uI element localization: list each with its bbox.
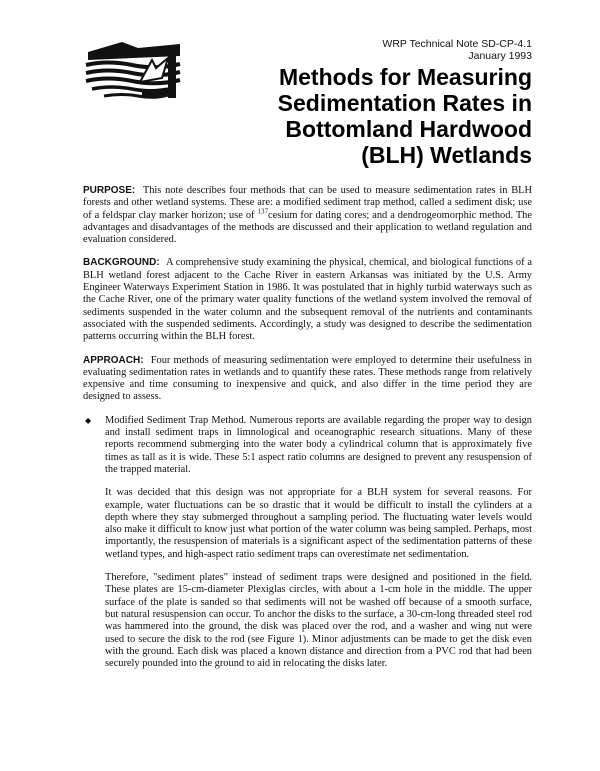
- note-header: [382, 38, 532, 62]
- approach-paragraph: [83, 355, 532, 404]
- purpose-heading: PURPOSE:: [83, 185, 136, 196]
- title-line-3: Bottomland Hardwood: [285, 116, 532, 142]
- note-date: January 1993: [468, 50, 532, 62]
- title-line-2: Sedimentation Rates in: [277, 90, 532, 116]
- method-1-block: [83, 415, 532, 671]
- document-body: [83, 185, 532, 681]
- method-1-paragraph-2: It was decided that this design was not appropriate for a BLH system for several reasons. For example, water fluctuations can be so drastic that it would be difficult to install the cylinders at a depth where they stay submerged throughout a sampling period. The fluctuating water levels would also make it difficult to know just what portion of the water column was being sampled. Perhaps, most importantly, the resuspension of materials is a significant aspect of the sedimentation patterns of these wetland types, and high-aspect ratio sediment traps can overestimate net sedimentation.: [105, 487, 532, 560]
- background-text: A comprehensive study examining the physical, chemical, and biological functions of a BLH wetland forest adjacent to the Cache River in eastern Arkansas was initiated by the U.S. Army Engineer Waterways Experiment Station in 1986. It was postulated that in highly turbid waterways such as the Cache River, one of the primary water quality functions of the wetland system involved the removal of sediments suspended in the water column and the subsequent removal of the nutrients and contaminants associated with the suspended sediments. Accordingly, a study was designed to describe the sedimentation patterns occurring within the BLH forest.: [83, 257, 532, 343]
- purpose-text-b: cesium for dating cores; and a dendrogeomorphic method. The advantages and disadvantages of the methods are discussed and their application to wetland regulation and evaluation considered.: [83, 209, 532, 246]
- background-paragraph: [83, 257, 532, 343]
- page-title: [212, 64, 532, 168]
- method-1-paragraph-1: Modified Sediment Trap Method. Numerous reports are available regarding the proper way to design and install sediment traps in limnological and oceanographic research situations. Many of these reports recommend submerging into the water body a cylindrical column that is approximately five times as tall as it is wide. These 5:1 aspect ratio columns are designed to prevent any resuspension of the trapped material.: [105, 414, 532, 475]
- background-heading: BACKGROUND:: [83, 257, 160, 269]
- approach-heading: APPROACH:: [83, 354, 144, 366]
- diamond-bullet-icon: ◆: [85, 415, 92, 425]
- cesium-superscript: 137: [257, 207, 268, 216]
- note-id: WRP Technical Note SD-CP-4.1: [382, 38, 532, 50]
- title-line-4: (BLH) Wetlands: [361, 142, 532, 168]
- method-1-paragraph-3: Therefore, "sediment plates" instead of sediment traps were designed and positioned in the field. These plates are 15-cm-diameter Plexiglas circles, with about a 1-cm hole in the middle. The upper surface of the plate is sanded so that sediments will not be washed off because of a smooth surface, but natural resuspension can occur. To anchor the disks to the surface, a 30-cm-long threaded steel rod was hammered into the ground, the disk was placed over the rod, and a washer and wing nut were used to secure the disk to the rod (see Figure 1). Minor adjustments can be made to get the disk even with the ground. Each disk was placed a known distance and direction from a PVC rod that had been securely pounded into the ground to aid in relocating the disks later.: [105, 572, 532, 670]
- title-line-1: Methods for Measuring: [278, 64, 532, 90]
- purpose-text-a: This note describes four methods that can be used to measure sedimentation rates in BLH forests and other wetland systems. These are: a modified sediment trap method, called a sediment disk; use of a feldspar clay marker horizon; use of: [83, 185, 532, 221]
- purpose-paragraph: [83, 185, 532, 246]
- wetlands-program-logo: [82, 38, 186, 104]
- approach-text: Four methods of measuring sedimentation were employed to determine their usefulness in evaluating sedimentation rates in wetlands and to quantify these rates. These methods range from relatively expensive and time consuming to inexpensive and quick, and also differ in the time period they are designed to assess.: [83, 354, 532, 403]
